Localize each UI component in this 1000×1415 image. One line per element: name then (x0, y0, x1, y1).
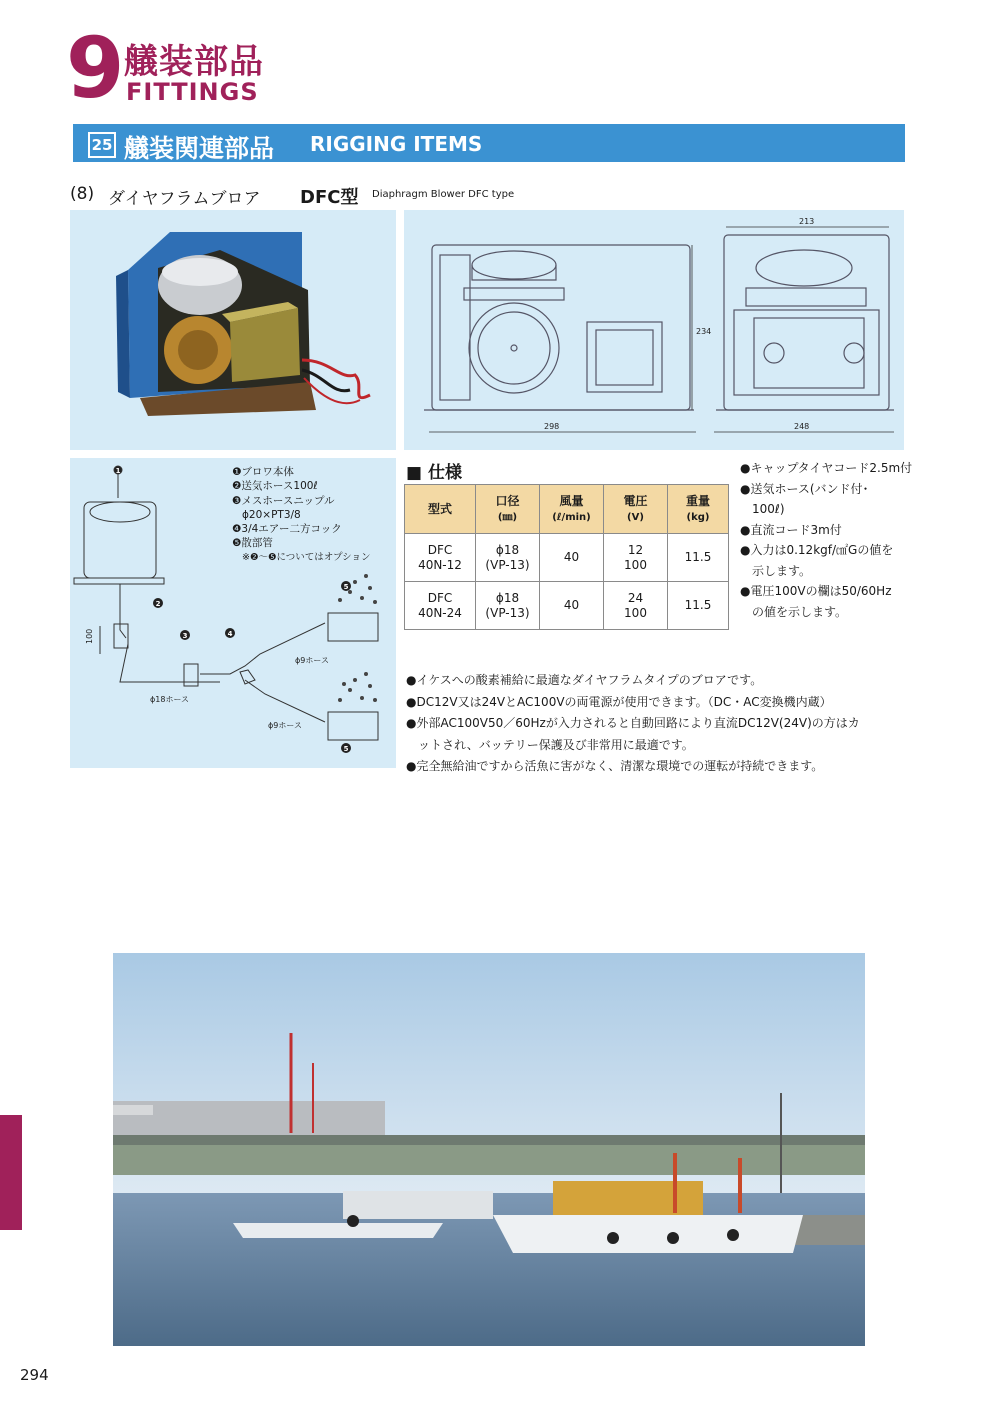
header-label: 型式 (427, 501, 452, 516)
feature-line: ットされ、バッテリー保護及び非常用に最適です。 (406, 737, 694, 752)
legend-item: ❹3/4エアー二方コック (232, 523, 342, 536)
dim-top-width: 213 (799, 217, 815, 226)
hose-9-label-a: ϕ9ホース (295, 656, 329, 665)
header-weight (668, 485, 729, 534)
diagram-label-5a: 5 (343, 583, 349, 591)
note-line: の値を示します。 (740, 604, 848, 619)
dim-height: 234 (696, 327, 712, 336)
legend-item: ❶ブロワ本体 (232, 466, 294, 478)
header-label: 重量 (685, 493, 710, 508)
cell-weight: 11.5 (668, 534, 729, 582)
legend-item: ❷送気ホース100ℓ (232, 480, 318, 493)
header-unit: (V) (627, 511, 644, 523)
table-row (405, 534, 729, 582)
header-voltage (604, 485, 668, 534)
feature-line: ●イケスへの酸素補給に最適なダイヤフラムタイプのブロアです。 (406, 673, 763, 687)
header-unit: (kg) (686, 511, 710, 523)
cell-text: ϕ18 (495, 542, 520, 557)
hose-9-label-b: ϕ9ホース (268, 721, 302, 730)
legend-item: ※❷〜❺についてはオプション (242, 551, 371, 563)
cell-text: 100 (624, 557, 647, 572)
note-line: ●電圧100Vの欄は50/60Hz (740, 584, 892, 598)
cell-text: DFC (427, 542, 453, 557)
parts-legend (232, 465, 370, 565)
legend-item: ❺散部管 (232, 537, 273, 550)
product-model: DFC型 (300, 187, 359, 208)
cell-voltage (604, 534, 668, 582)
dim-side-width: 248 (794, 422, 810, 431)
spec-title: ■ 仕様 (406, 463, 462, 483)
dim-100-label: 100 (85, 628, 94, 644)
legend-item: ❸メスホースニップル (232, 494, 335, 507)
cell-text: 40N-12 (418, 557, 462, 572)
feature-list (406, 670, 860, 778)
product-photo-panel (70, 210, 396, 450)
table-row (405, 582, 729, 630)
feature-line: ●DC12V又は24VとAC100Vの両電源が使用できます。（DC・AC変換機内蔵） (406, 694, 832, 709)
cell-text: 12 (627, 542, 644, 557)
note-line: ●入力は0.12kgf/㎠Gの値を (740, 543, 894, 557)
cell-voltage (604, 582, 668, 630)
header-unit: (ℓ/min) (552, 511, 591, 523)
feature-line: ●完全無給油ですから活魚に害がなく、清潔な環境での運転が持続できます。 (406, 759, 824, 773)
diagram-label-1: 1 (115, 467, 121, 475)
cell-bore (476, 534, 540, 582)
cell-flow: 40 (540, 582, 604, 630)
chapter-side-tab (0, 1115, 22, 1230)
header-label: 電圧 (623, 493, 648, 508)
cell-text: DFC (427, 590, 453, 605)
header-bore (476, 485, 540, 534)
harbor-photo (113, 953, 865, 1346)
diagram-label-4: 4 (227, 630, 233, 638)
header-flow (540, 485, 604, 534)
feature-line: ●外部AC100V50／60Hzが入力されると自動回路により直流DC12V(24V)の方はカ (406, 716, 860, 730)
section-title-en: RIGGING ITEMS (310, 132, 483, 156)
cell-model (405, 582, 476, 630)
cell-weight: 11.5 (668, 582, 729, 630)
cell-text: 100 (624, 605, 647, 620)
cell-bore (476, 582, 540, 630)
diagram-label-3: 3 (182, 632, 188, 640)
cell-text: (VP-13) (485, 605, 530, 620)
chapter-title-en: FITTINGS (126, 78, 259, 106)
spec-notes (740, 458, 912, 622)
cell-text: 40N-24 (418, 605, 462, 620)
note-line: 示します。 (740, 563, 812, 578)
section-number: 25 (88, 132, 116, 158)
header-unit: (㎜) (497, 511, 518, 523)
header-model (405, 485, 476, 534)
diagram-label-2: 2 (155, 600, 161, 608)
note-line: ●キャップタイヤコード2.5m付 (740, 461, 913, 475)
note-line: ●送気ホース(バンド付･ (740, 481, 869, 496)
dimension-drawing-panel (404, 210, 904, 450)
page-number: 294 (20, 1366, 49, 1384)
cell-text: ϕ18 (495, 590, 520, 605)
dimension-drawing (404, 210, 904, 450)
product-number: (8) (70, 184, 95, 204)
hose-18-label: ϕ18ホース (150, 695, 190, 704)
blower-illustration (70, 210, 396, 450)
chapter-title-ja: 艤装部品 (124, 42, 264, 82)
diagram-label-5b: 5 (343, 745, 349, 753)
cell-model (405, 534, 476, 582)
product-title-ja: ダイヤフラムブロア (108, 189, 261, 209)
spec-header-row (405, 485, 729, 534)
note-line: ●直流コード3m付 (740, 522, 842, 537)
cell-flow: 40 (540, 534, 604, 582)
header-label: 風量 (559, 493, 584, 508)
harbor-illustration (113, 953, 865, 1346)
legend-item: ϕ20×PT3/8 (242, 508, 301, 521)
header-label: 口径 (495, 493, 520, 508)
cell-text: (VP-13) (485, 557, 530, 572)
section-title-ja: 艤装関連部品 (124, 134, 275, 163)
dim-front-width: 298 (544, 422, 560, 431)
note-line: 100ℓ) (740, 502, 785, 516)
cell-text: 24 (627, 590, 644, 605)
chapter-number: 9 (66, 19, 125, 117)
spec-table (404, 484, 729, 630)
product-title-en: Diaphragm Blower DFC type (372, 189, 515, 200)
